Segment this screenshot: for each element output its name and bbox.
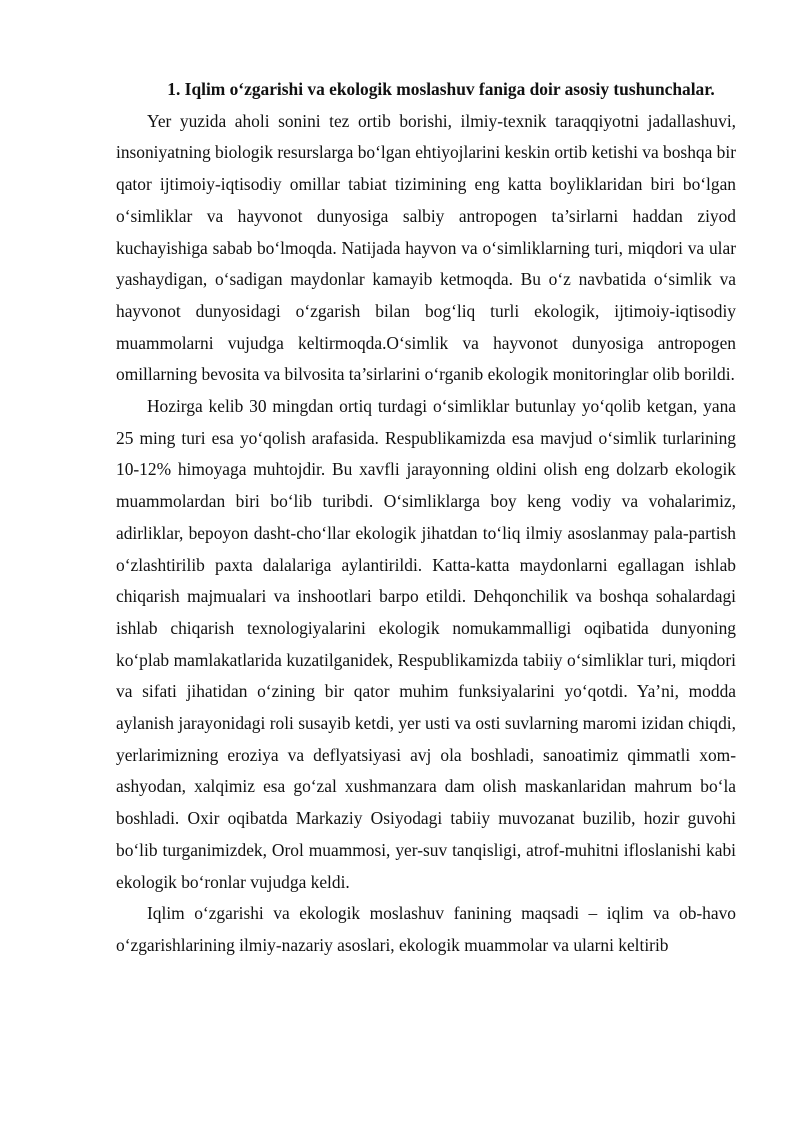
paragraph-3: Iqlim o‘zgarishi va ekologik moslashuv fanining maqsadi – iqlim va ob-havo o‘zgarishlarining ilmiy-nazariy asoslari, ekologik muammolar va ularni keltirib — [116, 903, 736, 955]
paragraph-2: Hozirga kelib 30 mingdan ortiq turdagi o‘simliklar butunlay yo‘qolib ketgan, yana 25 ming turi esa yo‘qolish arafasida. Respublikamizda esa mavjud o‘simlik turlarining 10-12% himoyaga muhtojdir. Bu xavfli jarayonning oldini olish eng dolzarb ekologik muammolardan biri bo‘lib turibdi. O‘simliklarga boy keng vodiy va vohalarimiz, adirliklar, bepoyon dasht-cho‘llar ekologik jihatdan to‘liq ilmiy asoslanmay pala-partish o‘zlashtirilib paxta dalalariga aylantirildi. Katta-katta maydonlarni egallagan ishlab chiqarish majmualari va inshootlari barpo etildi. Dehqonchilik va boshqa sohalardagi ishlab chiqarish texnologiyalarini ekologik nomukammalligi oqibatida dunyoning ko‘plab mamlakatlarida kuzatilganidek, Respublikamizda tabiiy o‘simliklar turi, miqdori va sifati jihatidan o‘zining bir qator muhim funksiyalarini yo‘qotdi. Ya’ni, modda aylanish jarayonidagi roli susayib ketdi, yer usti va osti suvlarning maromi izidan chiqdi, yerlarimizning eroziya va deflyatsiyasi avj ola boshladi, sanoatimiz qimmatli xom-ashyodan, xalqimiz esa go‘zal xushmanzara dam olish maskanlaridan mahrum bo‘la boshladi. Oxir oqibatda Markaziy Osiyodagi tabiiy muvozanat buzilib, hozir guvohi bo‘lib turganimizdek, Orol muammosi, yer-suv tanqisligi, atrof-muhitni ifloslanishi kabi ekologik bo‘ronlar vujudga keldi. — [116, 396, 736, 892]
section-heading: 1. Iqlim o‘zgarishi va ekologik moslashuv faniga doir asosiy tushunchalar. — [167, 79, 715, 99]
paragraph-1: Yer yuzida aholi sonini tez ortib borishi, ilmiy-texnik taraqqiyotni jadallashuvi, insoniyatning biologik resurslarga bo‘lgan ehtiyojlarini keskin ortib ketishi va boshqa bir qator ijtimoiy-iqtisodiy omillar tabiat tizimining eng katta boyliklaridan biri bo‘lgan o‘simliklar va hayvonot dunyosiga salbiy antropogen ta’sirlarni haddan ziyod kuchayishiga sabab bo‘lmoqda. Natijada hayvon va o‘simliklarning turi, miqdori va ular yashaydigan, o‘sadigan maydonlar kamayib ketmoqda. Bu o‘z navbatida o‘simlik va hayvonot dunyosidagi o‘zgarish bilan bog‘liq turli ekologik, ijtimoiy-iqtisodiy muammolarni vujudga keltirmoqda.O‘simlik va hayvonot dunyosiga antropogen omillarning bevosita va bilvosita ta’sirlarini o‘rganib ekologik monitoringlar olib borildi. — [116, 110, 736, 385]
